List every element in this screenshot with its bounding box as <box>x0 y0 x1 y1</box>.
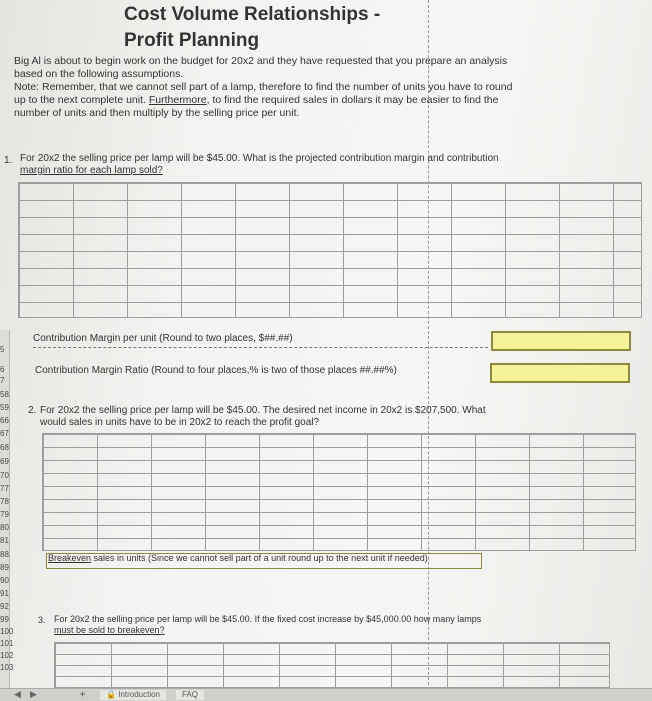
row-number: 78 <box>0 497 9 506</box>
row-number: 59 <box>0 403 9 412</box>
page-title-line2: Profit Planning <box>124 30 260 51</box>
q3-number: 3. <box>38 615 46 625</box>
cm-per-unit-label: Contribution Margin per unit (Round to two places, $##.##) <box>33 333 293 344</box>
intro-paragraph <box>14 55 624 120</box>
row-number: 103 <box>0 663 14 672</box>
row-number: 66 <box>0 416 9 425</box>
breakeven-units-label: Breakeven sales in units (Since we cannot sell part of a unit round up to the next unit if needed) <box>48 553 428 563</box>
q3-work-grid[interactable] <box>54 642 610 688</box>
intro-line1: Big Al is about to begin work on the budget for 20x2 and they have requested that you prepare an analysis <box>14 55 508 67</box>
row-number: 79 <box>0 510 9 519</box>
lock-icon: 🔒 <box>106 690 116 699</box>
tab-introduction[interactable]: 🔒 Introduction <box>100 690 166 700</box>
intro-line2: based on the following assumptions. <box>14 68 184 80</box>
scroll-left-icon[interactable]: ◀ <box>14 689 21 699</box>
row-number: 102 <box>0 651 14 660</box>
row-number: 99 <box>0 615 9 624</box>
row-number: 101 <box>0 639 14 648</box>
q2-text: For 20x2 the selling price per lamp will be $45.00. The desired net income in 20x2 is $207,500. What would sales in units have to be in 20x2 to reach the profit goal? <box>40 405 486 428</box>
row-number: 80 <box>0 523 9 532</box>
row-number: 88 <box>0 550 9 559</box>
q1-text: For 20x2 the selling price per lamp will be $45.00. What is the projected contribution margin and contribution margin ratio for each lamp sold? <box>20 153 499 176</box>
row-number: 58 <box>0 390 9 399</box>
row-number: 91 <box>0 589 9 598</box>
q2-number: 2. <box>28 405 37 416</box>
row-number: 68 <box>0 443 9 452</box>
row-number: 7 <box>0 376 5 385</box>
note-line2: up to the next complete unit. Furthermore, to find the required sales in dollars it may be easier to find the <box>14 94 499 106</box>
add-sheet-button[interactable]: + <box>80 689 86 699</box>
row-number: 90 <box>0 576 9 585</box>
cm-label-dash <box>33 347 488 348</box>
breakeven-units-answer-cell[interactable] <box>46 553 482 569</box>
tab-faq[interactable]: FAQ <box>176 690 204 700</box>
row-number: 81 <box>0 536 9 545</box>
row-number: 67 <box>0 429 9 438</box>
page-title-line1: Cost Volume Relationships - <box>124 4 381 25</box>
row-number: 77 <box>0 484 9 493</box>
row-number: 70 <box>0 471 9 480</box>
scroll-right-icon[interactable]: ▶ <box>30 689 37 699</box>
q1-number: 1. <box>4 155 13 166</box>
q2-work-grid[interactable] <box>42 433 636 551</box>
row-number: 89 <box>0 563 9 572</box>
cm-per-unit-answer-cell[interactable] <box>491 331 631 351</box>
row-number: 69 <box>0 457 9 466</box>
note-line1: Note: Remember, that we cannot sell part of a lamp, therefore to find the number of units you have to round <box>14 81 513 93</box>
q3-text: For 20x2 the selling price per lamp will be $45.00. If the fixed cost increase by $45,000.00 how many lamps must be sold to breakeven? <box>54 614 482 635</box>
row-number: 92 <box>0 602 9 611</box>
furthermore-text: Furthermore <box>148 94 207 106</box>
sheet-tab-bar <box>0 688 652 701</box>
row-number: 6 <box>0 365 5 374</box>
row-number: 100 <box>0 627 14 636</box>
cm-ratio-label: Contribution Margin Ratio (Round to four places,% is two of those places ##.##%) <box>35 365 397 376</box>
q1-work-grid[interactable] <box>18 182 642 318</box>
note-line3: number of units and then multiply by the selling price per unit. <box>14 107 300 119</box>
cm-ratio-answer-cell[interactable] <box>490 363 630 383</box>
row-number: 5 <box>0 345 5 354</box>
